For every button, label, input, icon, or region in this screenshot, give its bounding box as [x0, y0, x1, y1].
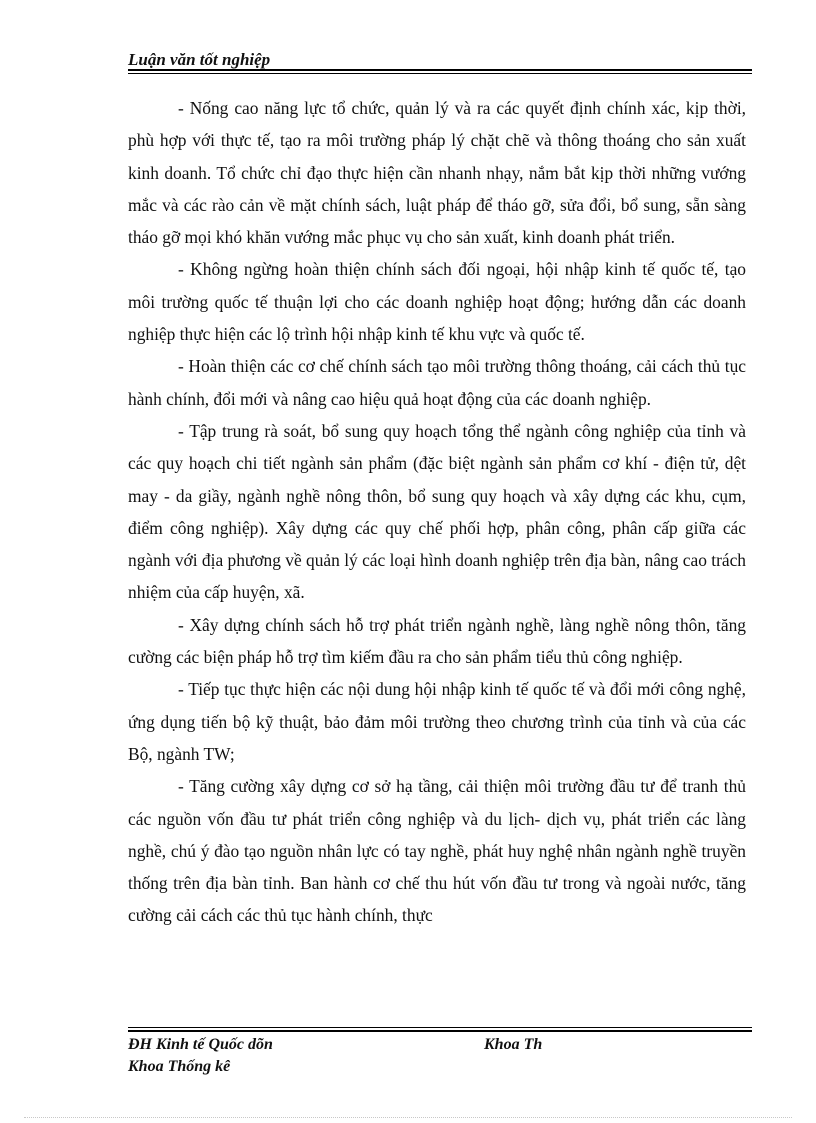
footer-university: ĐH Kinh tế Quốc dõn: [128, 1036, 273, 1053]
paragraph-5: - Xây dựng chính sách hỗ trợ phát triển ngành nghề, làng nghề nông thôn, tăng cường các biện pháp hỗ trợ tìm kiếm đầu ra cho sản phẩm tiểu thủ công nghiệp.: [128, 614, 746, 668]
footer-rule-top: [128, 1027, 752, 1028]
paragraph-2: - Không ngừng hoàn thiện chính sách đối ngoại, hội nhập kinh tế quốc tế, tạo môi trường quốc tế thuận lợi cho các doanh nghiệp hoạt động; hướng dẫn các doanh nghiệp thực hiện các lộ trình hội nhập kinh tế khu vực và quốc tế.: [128, 259, 746, 345]
paragraph-1: - Nống cao năng lực tổ chức, quản lý và ra các quyết định chính xác, kịp thời, phù hợp với thực tế, tạo ra môi trường pháp lý chặt chẽ và thông thoáng cho sản xuất kinh doanh. Tổ chức chỉ đạo thực hiện cần nhanh nhạy, nắm bắt kịp thời những vướng mắc và các rào cản về mặt chính sách, luật pháp để tháo gỡ, sửa đổi, bổ sung, sẵn sàng tháo gỡ mọi khó khăn vướng mắc phục vụ cho sản xuất, kinh doanh phát triển.: [128, 98, 746, 248]
footer-faculty: Khoa Thống kê: [128, 1058, 231, 1075]
paragraph-4: - Tập trung rà soát, bổ sung quy hoạch tổng thể ngành công nghiệp của tỉnh và các quy hoạch chi tiết ngành sản phẩm (đặc biệt ngành sản phẩm cơ khí - điện tử, dệt may - da giầy, ngành nghề nông thôn, bổ sung quy hoạch và xây dựng các khu, cụm, điểm công nghiệp). Xây dựng các quy chế phối hợp, phân công, phân cấp giữa các ngành với địa phương về quản lý các loại hình doanh nghiệp trên địa bàn, nâng cao trách nhiệm của cấp huyện, xã.: [128, 420, 746, 603]
footer-right: Khoa Th: [484, 1036, 543, 1053]
running-header-title: Luận văn tốt nghiệp: [128, 50, 271, 69]
footer-rule-bottom: [128, 1030, 752, 1032]
body-text: [128, 92, 746, 932]
header-rule-bottom: [128, 73, 752, 74]
paragraph-6: - Tiếp tục thực hiện các nội dung hội nhập kinh tế quốc tế và đổi mới công nghệ, ứng dụng tiến bộ kỹ thuật, bảo đảm môi trường theo chương trình của tỉnh và của các Bộ, ngành TW;: [128, 679, 746, 764]
header-rule-top: [128, 69, 752, 71]
footer-left: [128, 1034, 273, 1078]
page-edge-divider: [24, 1117, 792, 1118]
paragraph-3: - Hoàn thiện các cơ chế chính sách tạo môi trường thông thoáng, cải cách thủ tục hành chính, đổi mới và nâng cao hiệu quả hoạt động của các doanh nghiệp.: [128, 356, 746, 409]
paragraph-7: - Tăng cường xây dựng cơ sở hạ tầng, cải thiện môi trường đầu tư để tranh thủ các nguồn vốn đầu tư phát triển công nghiệp và du lịch- dịch vụ, phát triển các làng nghề, chú ý đào tạo nguồn nhân lực có tay nghề, phát huy nghệ nhân ngành nghề truyền thống trên địa bàn tỉnh. Ban hành cơ chế thu hút vốn đầu tư trong và ngoài nước, tăng cường cải cách các thủ tục hành chính, thực: [128, 776, 746, 926]
